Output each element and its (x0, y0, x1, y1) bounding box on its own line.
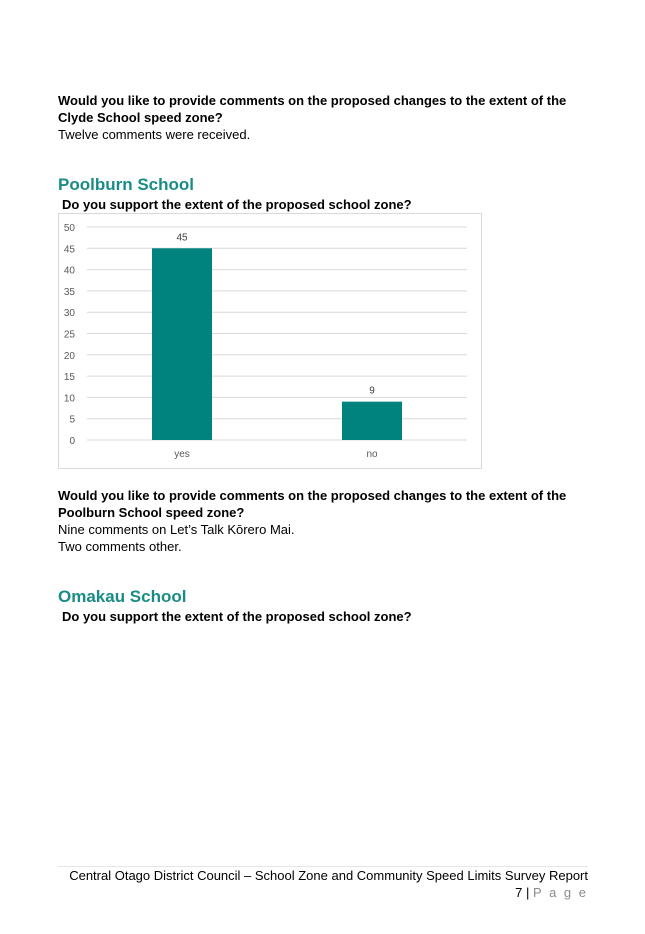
y-tick-label: 25 (63, 329, 75, 341)
poolburn-comments-response-line1: Nine comments on Let’s Talk Kōrero Mai. (58, 522, 295, 537)
clyde-comments-response: Twelve comments were received. (58, 127, 251, 142)
poolburn-comments-question-line2: Poolburn School speed zone? (58, 505, 245, 520)
y-tick-label: 20 (63, 350, 75, 362)
clyde-comments-question-line1: Would you like to provide comments on the proposed changes to the extent of the (58, 93, 567, 108)
y-tick-label: 15 (63, 372, 75, 384)
page-separator: | (526, 885, 530, 900)
footer-page-indicator (515, 885, 588, 900)
poolburn-comments-response-line2: Two comments other. (58, 539, 182, 554)
clyde-comments-question-line2: Clyde School speed zone? (58, 110, 223, 125)
y-tick-label: 30 (63, 308, 75, 320)
y-tick-label: 40 (63, 265, 75, 277)
poolburn-chart (58, 213, 482, 469)
footer-report-title: Central Otago District Council – School Zone and Community Speed Limits Survey Report (69, 868, 588, 883)
data-label-yes: 45 (176, 232, 188, 244)
page-label: P a g e (533, 885, 588, 900)
poolburn-heading: Poolburn School (58, 175, 194, 194)
y-tick-label: 35 (63, 286, 75, 298)
y-tick-label: 50 (63, 223, 75, 234)
poolburn-bar-chart (59, 214, 481, 468)
x-tick-label-no: no (366, 449, 378, 460)
bar-no (342, 402, 402, 440)
poolburn-comments-question-line1: Would you like to provide comments on the proposed changes to the extent of the (58, 488, 567, 503)
x-tick-label-yes: yes (174, 449, 190, 460)
omakau-chart-question: Do you support the extent of the proposed school zone? (62, 609, 412, 624)
page-number: 7 (515, 885, 523, 900)
data-label-no: 9 (369, 385, 375, 397)
bar-yes (152, 248, 212, 440)
y-tick-label: 10 (63, 393, 75, 405)
y-tick-label: 45 (63, 244, 75, 256)
y-tick-label: 5 (69, 414, 75, 426)
omakau-heading: Omakau School (58, 587, 187, 606)
footer-divider (58, 866, 588, 867)
y-tick-label: 0 (69, 436, 75, 447)
poolburn-chart-question: Do you support the extent of the proposed school zone? (62, 197, 412, 212)
